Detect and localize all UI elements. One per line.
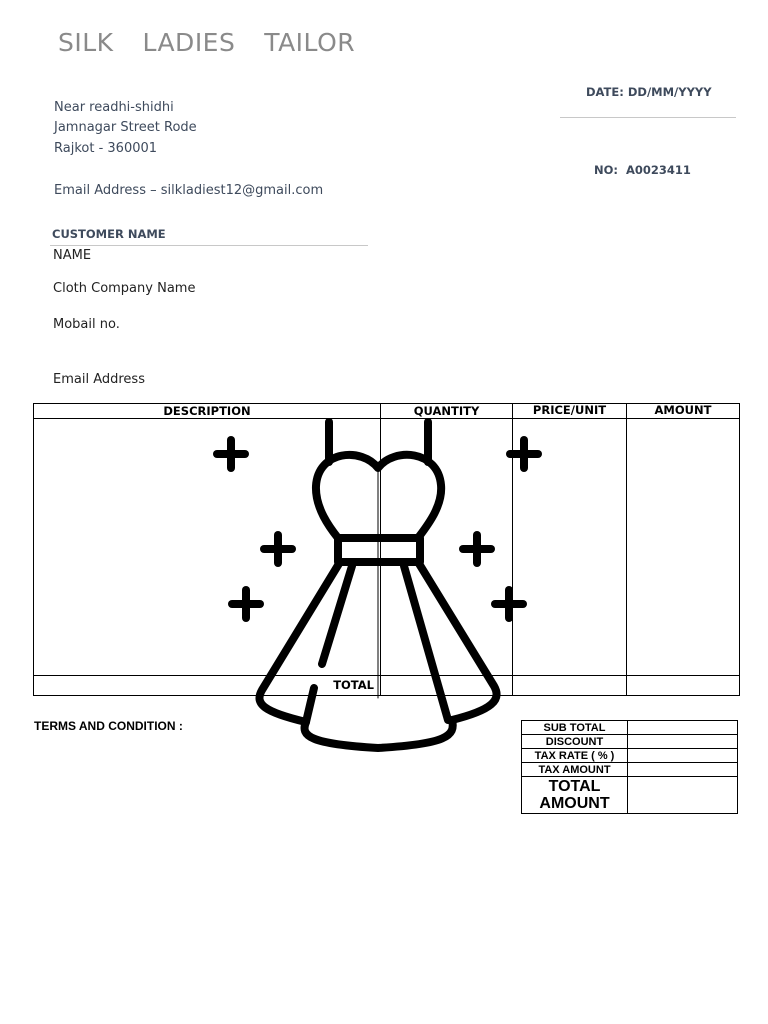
column-header-price-unit: PRICE/UNIT	[532, 403, 607, 417]
shop-name: SILK LADIES TAILOR	[58, 28, 356, 57]
mobile-field: Mobail no.	[53, 317, 120, 332]
column-header-amount: AMOUNT	[654, 403, 712, 417]
address-line-2: Jamnagar Street Rode	[54, 120, 197, 135]
column-header-quantity: QUANTITY	[413, 404, 480, 418]
column-header-description: DESCRIPTION	[163, 404, 251, 418]
total-amount-value	[628, 777, 738, 814]
shop-email: Email Address – silkladiest12@gmail.com	[54, 183, 324, 198]
customer-divider	[50, 245, 368, 246]
date-underline	[560, 117, 736, 118]
invoice-number: NO: A0023411	[594, 163, 691, 177]
total-amount-line-1: TOTAL	[548, 778, 601, 795]
customer-heading: CUSTOMER NAME	[52, 227, 166, 241]
cloth-company-field: Cloth Company Name	[53, 281, 196, 296]
discount-value	[628, 735, 738, 749]
address-line-1: Near readhi-shidhi	[54, 100, 174, 115]
terms-label: TERMS AND CONDITION :	[34, 719, 183, 733]
customer-email-field: Email Address	[53, 372, 145, 387]
tax-rate-value	[628, 749, 738, 763]
tax-rate-label: TAX RATE ( % )	[522, 749, 628, 763]
subtotal-label: SUB TOTAL	[522, 721, 628, 735]
summary-table	[521, 720, 738, 814]
dress-icon	[210, 412, 550, 757]
address-line-3: Rajkot - 360001	[54, 141, 158, 156]
subtotal-value	[628, 721, 738, 735]
customer-name-field: NAME	[53, 248, 92, 263]
tax-amount-value	[628, 763, 738, 777]
total-row-label: TOTAL	[333, 678, 374, 692]
tax-amount-label: TAX AMOUNT	[522, 763, 628, 777]
total-amount-line-2: AMOUNT	[539, 795, 610, 812]
date-label: DATE: DD/MM/YYYY	[586, 85, 712, 99]
discount-label: DISCOUNT	[522, 735, 628, 749]
total-amount-label	[522, 777, 628, 814]
